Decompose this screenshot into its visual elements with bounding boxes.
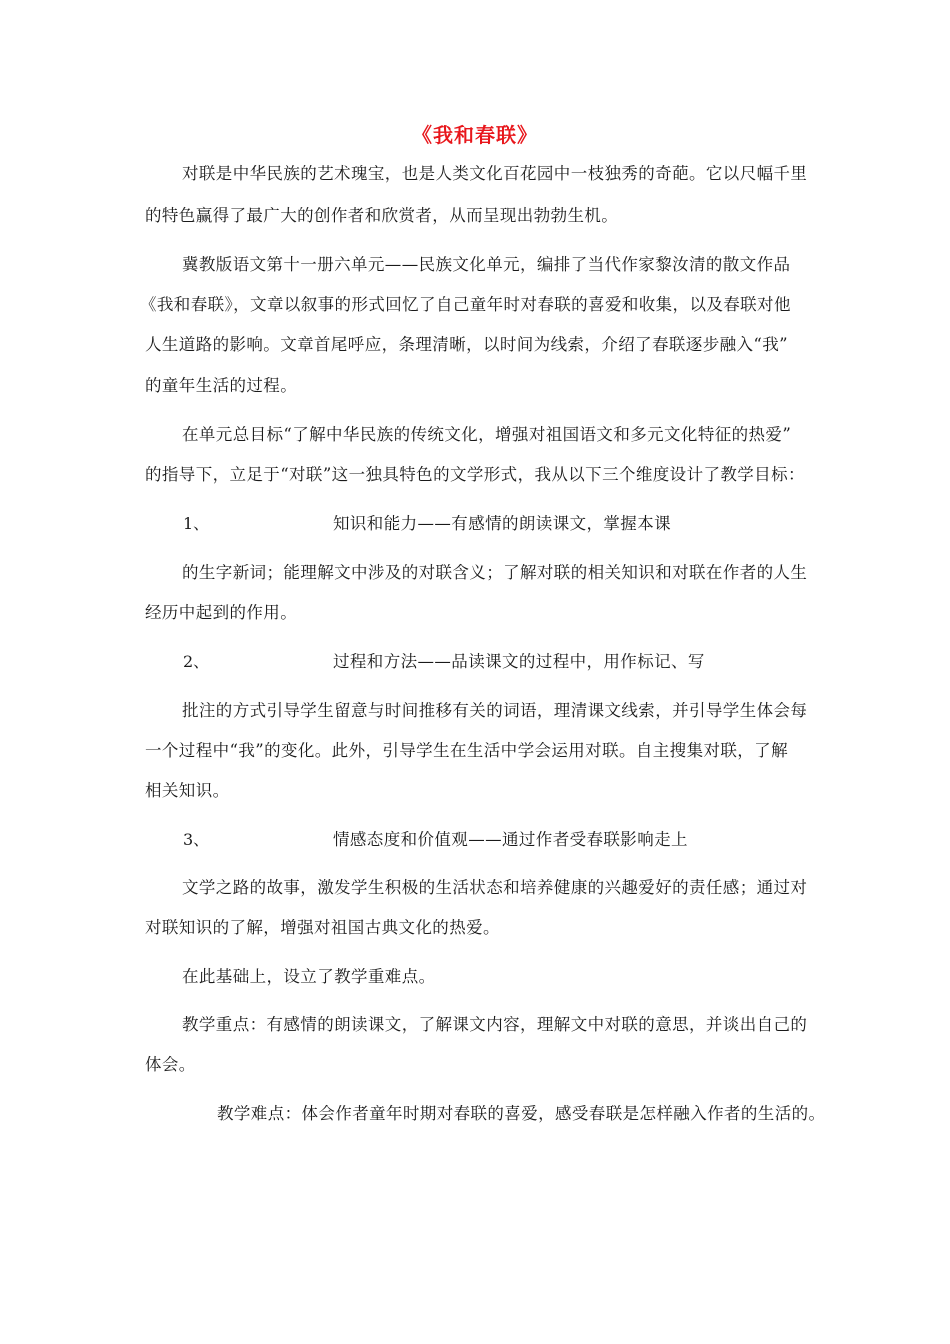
- paragraph-line: 对联知识的了解，增强对祖国古典文化的热爱。: [145, 918, 500, 937]
- paragraph-line: 冀教版语文第十一册六单元——民族文化单元，编排了当代作家黎汝清的散文作品: [182, 255, 791, 274]
- paragraph-line: 一个过程中“我”的变化。此外，引导学生在生活中学会运用对联。自主搜集对联，了解: [145, 741, 788, 760]
- list-item-heading: 过程和方法——品读课文的过程中，用作标记、写: [333, 652, 705, 671]
- list-number: 1、: [183, 514, 210, 533]
- paragraph-line: 在此基础上，设立了教学重难点。: [182, 967, 436, 986]
- document-title: 《我和春联》: [412, 123, 538, 147]
- paragraph-line: 文学之路的故事，激发学生积极的生活状态和培养健康的兴趣爱好的责任感；通过对: [182, 878, 808, 897]
- paragraph-line: 经历中起到的作用。: [145, 603, 298, 622]
- paragraph-line: 批注的方式引导学生留意与时间推移有关的词语，理清课文线索，并引导学生体会每: [182, 701, 808, 720]
- list-number: 3、: [183, 830, 210, 849]
- paragraph-line: 人生道路的影响。文章首尾呼应，条理清晰，以时间为线索，介绍了春联逐步融入“我”: [145, 335, 788, 354]
- list-item-heading: 知识和能力——有感情的朗读课文，掌握本课: [333, 514, 671, 533]
- paragraph-line: 对联是中华民族的艺术瑰宝，也是人类文化百花园中一枝独秀的奇葩。它以尺幅千里: [182, 164, 808, 183]
- paragraph-line: 的生字新词；能理解文中涉及的对联含义；了解对联的相关知识和对联在作者的人生: [182, 563, 808, 582]
- paragraph-line: 教学重点：有感情的朗读课文，了解课文内容，理解文中对联的意思，并谈出自己的: [182, 1015, 808, 1034]
- paragraph-line: 在单元总目标“了解中华民族的传统文化，增强对祖国语文和多元文化特征的热爱”: [182, 425, 792, 444]
- list-item-heading: 情感态度和价值观——通过作者受春联影响走上: [333, 830, 688, 849]
- paragraph-line: 《我和春联》，文章以叙事的形式回忆了自己童年时对春联的喜爱和收集，以及春联对他: [140, 295, 791, 314]
- paragraph-line: 教学难点：体会作者童年时期对春联的喜爱，感受春联是怎样融入作者的生活的。: [217, 1104, 826, 1123]
- paragraph-line: 的童年生活的过程。: [145, 376, 298, 395]
- paragraph-line: 相关知识。: [145, 781, 230, 800]
- paragraph-line: 的特色赢得了最广大的创作者和欣赏者，从而呈现出勃勃生机。: [145, 206, 619, 225]
- list-number: 2、: [183, 652, 210, 671]
- paragraph-line: 体会。: [145, 1055, 196, 1074]
- paragraph-line: 的指导下，立足于“对联”这一独具特色的文学形式，我从以下三个维度设计了教学目标：: [145, 465, 805, 484]
